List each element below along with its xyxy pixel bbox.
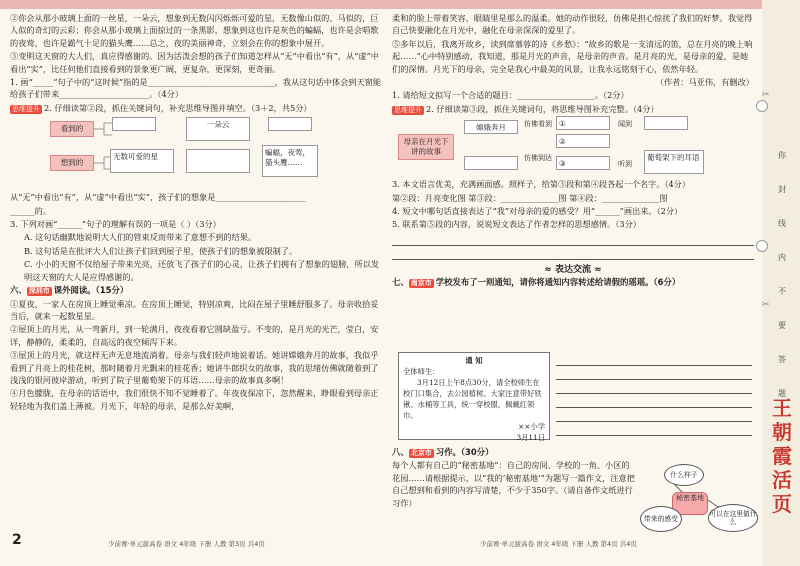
sidebar-char: 内 (778, 253, 786, 262)
right-question-3-example: 第②段：月亮变化图 第③段：______________图 第④段：______________图 (392, 192, 668, 203)
section-6-text: 课外阅读。（15分） (53, 285, 129, 296)
section-7-tag: 南京市 (410, 279, 432, 288)
article-para-2: ②屋顶上的月光，从一弯新月，到一轮满月，夜夜看着它圆缺盈亏。不变的，是月光的光芒，莹白，安详，静静的，柔柔的，自高远的夜空倾泻下来。 (10, 324, 379, 347)
notice-answer-area (556, 352, 752, 436)
article-para-4: ④月色朦胧，在母亲的话语中，我们很快不知不觉睡着了。年夜夜保凉下，忽然醒来，睁眼看到母亲正轻轻地为我们盖上薄被。月光下，年轻的母亲，是那么好美啊， (10, 388, 379, 411)
thinking-tag: 思维提升 (12, 104, 40, 113)
notice-greeting: 全体师生： (403, 367, 440, 376)
option-c: C. 小小的天窗不仅给屋子带来光亮，还放飞了孩子们的心灵，让孩子们拥有了想象的翅膀，所以发明这天窗的大人是应得感谢的。 (24, 259, 380, 282)
sidebar-char: 要 (778, 321, 786, 330)
notice-org: ××小学 (518, 422, 545, 431)
notice-line-6[interactable] (556, 422, 752, 436)
scissors-icon-bottom: ✂ (762, 300, 770, 310)
notice-date: 3月11日 (516, 433, 545, 442)
question-1: 1. 画“_____”句子中的“这时候”指的是_______________________________，我从这句话中体会到天窗能给孩子们带来______________________。（4分） (10, 77, 382, 100)
express-heading: ≈ 表达交流 ≈ (544, 264, 602, 275)
node-hear: 听到 (618, 160, 632, 169)
sidebar-char: 题 (778, 389, 786, 398)
answer-line-2[interactable] (392, 246, 754, 260)
section-8-text: 习作。（30分） (435, 447, 494, 457)
notice-line-3[interactable] (556, 380, 752, 394)
section-8-heading (392, 446, 637, 458)
imagined-box-stars: 无数可爱的星 (110, 149, 174, 173)
section-6-tag: 深圳市 (28, 287, 50, 296)
footer-left: 少前赛·单元拔高卷 语文 4年级 下册 人教 第3页 共4页 (108, 540, 265, 548)
notice-line-1[interactable] (556, 352, 752, 366)
question-2-fill-1: 从“无”中看出“有”，从“虚”中看出“实”，孩子们的想象是______________________ (10, 192, 306, 203)
page-number: 2 (12, 532, 22, 548)
node-circle-2[interactable]: ② (556, 134, 610, 148)
notice-title: 通 知 (465, 356, 483, 365)
sidebar-char: 你 (778, 151, 786, 160)
notice-line-5[interactable] (556, 408, 752, 422)
mindmap-1 (10, 115, 382, 191)
cloud-base: 秘密基地 (672, 492, 708, 515)
imagined-box-birds: 蝙蝠，夜莺，猫头鹰…… (262, 145, 318, 177)
right-question-2 (392, 103, 754, 115)
section-7-heading (392, 276, 754, 288)
seen-blank-2[interactable] (268, 117, 312, 131)
binding-hole-2 (756, 240, 768, 252)
notice-box (398, 352, 550, 440)
sidebar-char: 不 (778, 287, 786, 296)
section-7-number: 七、 (392, 277, 409, 288)
express-title: 表达交流 (554, 264, 591, 275)
node-circle-3[interactable]: ③ (556, 156, 610, 170)
seen-box-cloud: 一朵云 (186, 117, 250, 141)
article-para-3: ③屋顶上的月光，就这样无声无息地流淌着。母亲与我们轻声地说着话。她讲嫦娥奔月的故事，我似乎看到了月亮上的桂花树，那时随着月光飘来的桂花香；她讲牛郎织女的故事，我的思绪仿佛就随着到了浅浅的银河彼岸游动，听到了院子里葡萄架下的耳语……母亲的故事真多啊！ (10, 350, 379, 385)
right-question-4: 4. 短文中哪句话直接表达了“我”对母亲的爱的感受？用“______”画出来。（2分） (392, 206, 683, 217)
mindmap-2 (392, 116, 754, 178)
seen-label: 看到的 (50, 121, 94, 137)
notice-line-4[interactable] (556, 394, 752, 408)
sidebar-char: 答 (778, 355, 786, 364)
right-question-1: 1. 请给短文拟写一个合适的题目：___________________。（2分） (392, 90, 629, 101)
cloud-do: 可以在这里做什么 (708, 504, 758, 532)
notice-line-2[interactable] (556, 366, 752, 380)
right-thinking-tag: 思维提升 (394, 105, 422, 114)
right-question-5: 5. 联系第⑤段的内容，说说短文表达了作者怎样的思想感情。（3分） (392, 219, 641, 230)
node-change: 嫦娥奔月 (464, 120, 518, 134)
story-box: 母亲在月光下讲的故事 (398, 134, 454, 160)
question-3: 3. 下列对画“______”句子的理解有误的一项是（ ）（3分） (10, 219, 221, 230)
question-2 (10, 102, 382, 114)
section-8-number: 八、 (392, 447, 409, 457)
question-2-text: 2. 仔细读第②段，抓住关键词句，补充思维导图并填空。（3＋2，共5分） (44, 102, 312, 113)
article-para-4-cont: 柔和的脸上带着笑容，眼睛里是那么的温柔。她的动作很轻，仿佛是担心惊扰了我们的好梦。我觉得自己快要融化在月光中，融化在母亲深深的爱里了。 (392, 13, 753, 36)
binding-hole-1 (756, 100, 768, 112)
node-blank-right[interactable] (644, 116, 688, 130)
footer-right: 少前赛·单元拔高卷 语文 4年级 下册 人教 第4页 共4页 (480, 540, 637, 548)
reading-para-2: ②你会从那小玻璃上面的一丝星，一朵云，想象到无数闪闪烁烁可爱的星，无数像山似的、马似的，巨人似的奇幻的云彩；你会从那小玻璃上面掠过的一条黑影，想象到这也许是灰色的蝙蝠，也许是会唱歌的夜莺，也许是霸气十足的猫头鹰……总之，夜的美丽神奇，立刻会在你的想象中展开。 (10, 13, 379, 48)
reading-para-3: ③变明这天窗的大人们，真应得感谢的。因为活泼会想的孩子们知道怎样从“无”中看出“有”，从“虚”中看出“实”，比任何他们直接看到的景象更广阔，更复杂，更深刻，更奇丽。 (10, 51, 379, 74)
option-b: B. 这句话是在批评大人们让孩子们回到屋子里，使孩子们的想象被限制了。 (24, 245, 298, 256)
brand-logo: 王朝霞活页 (772, 396, 792, 516)
article-author: （作者：马亚伟，有删改） (655, 77, 754, 88)
node-blank-left[interactable] (464, 156, 518, 170)
cloud-what: 什么样子 (664, 464, 704, 486)
right-column (392, 12, 754, 290)
seen-blank-1[interactable] (112, 117, 156, 131)
notice-body: 3月12日上午8点30分，请全校师生在校门口集合，去公园植树。大家注意带好铁锹、水桶等工具，统一穿校服，佩戴红领巾。 (403, 378, 542, 420)
left-column (10, 12, 382, 413)
article-para-1: ①夏夜，一家人在房顶上睡觉乘凉。在房顶上睡觉，特别凉爽，比闷在屋子里睡舒服多了。母亲收拾妥当后，就来一起数星星。 (10, 298, 379, 321)
option-a: A. 这句话幽默地说明大人们的管束反而带来了意想不到的结果。 (24, 232, 257, 243)
imagined-label: 想到的 (50, 155, 94, 171)
question-2-fill-2: ______的。 (10, 205, 51, 216)
sidebar-char: 封 (778, 185, 786, 194)
section-6-heading (10, 284, 382, 296)
node-smell: 闻到 (618, 120, 632, 129)
section-7-text: 学校发布了一则通知，请你将通知内容转述给请假的瑶瑶。（6分） (435, 277, 681, 288)
sidebar-char: 线 (778, 219, 786, 228)
node-circle-1[interactable]: ① (556, 116, 610, 130)
node-see: 仿佛看到 (524, 120, 552, 129)
node-fangfo: 仿佛到达 (524, 154, 552, 163)
section-8-body: 每个人都有自己的“秘密基地”：自己的房间、学校的一角、小区的花园……请根据提示，以“我的‘秘密基地’”为题写一篇作文，注意把自己想到和看到的内容写清楚，不少于350字。（请自备作文纸进行习作） (392, 460, 635, 508)
section-8 (392, 446, 637, 510)
article-para-5: ⑤多年以后，我离开故乡，读到席慕蓉的诗《乡愁》：“故乡的歌是一支清远的笛，总在月亮的晚上响起……”心中特别感动，我知道，那是月光的声音，是母亲的声音。是月亮的光，是母亲的爱，是她们的深情。月光下的母亲，完全是我心中最美的风景，让我永远铭刻于心，依然年轻。 (392, 38, 753, 74)
imagined-blank[interactable] (186, 149, 250, 173)
cloud-feel: 带来的感受 (640, 506, 682, 532)
section-8-tag: 北京市 (410, 449, 432, 457)
right-question-3: 3. 本文语言优美，充满画面感。照样子，给第③段和第④段各起一个名字。（4分） (392, 179, 691, 190)
right-question-2-text: 2. 仔细读第③段，抓住关键词句，将思维导图补充完整。（4分） (426, 103, 659, 114)
section-6-number: 六、 (10, 285, 27, 296)
top-band (0, 0, 800, 9)
scissors-icon-top: ✂ (762, 90, 770, 100)
node-grape: 葡萄架下的耳语 (644, 150, 704, 174)
answer-line-1[interactable] (392, 232, 754, 246)
